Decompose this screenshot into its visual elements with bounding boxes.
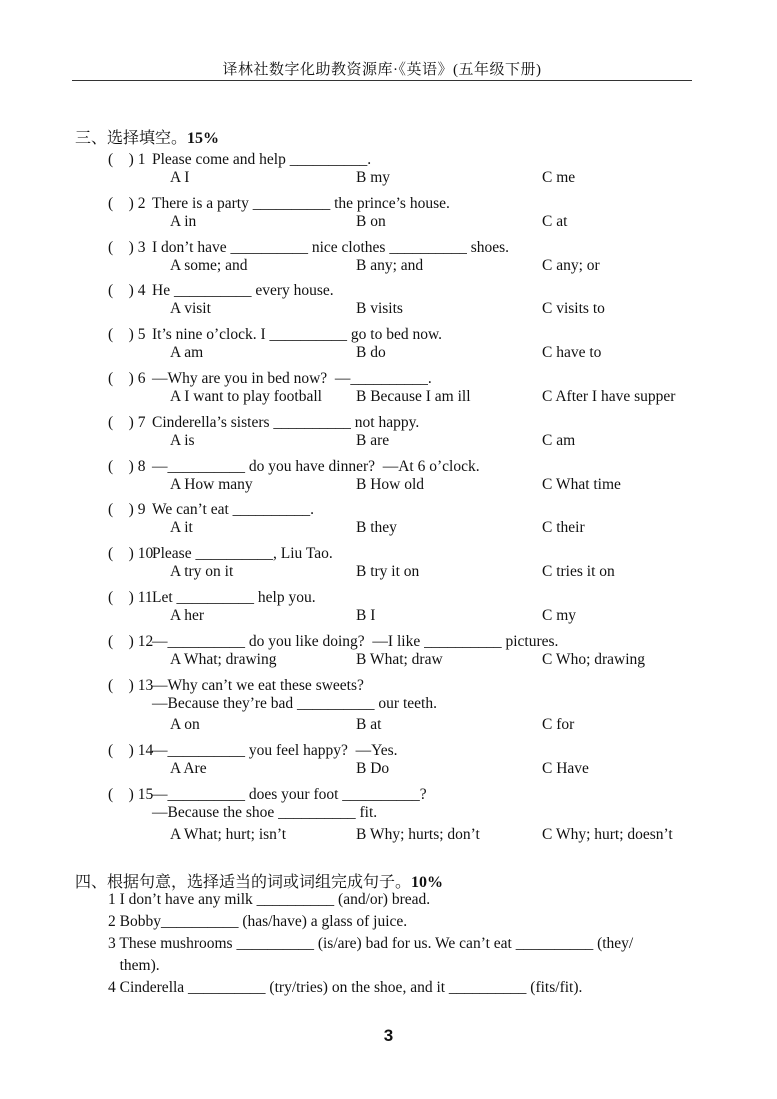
answer-option-a: A on	[170, 716, 200, 734]
question-stem	[108, 585, 316, 607]
answer-option-a: A am	[170, 344, 204, 362]
question-number: ( ) 2	[108, 194, 146, 212]
answer-option-c: C am	[542, 431, 576, 449]
section-3-score: 15%	[187, 130, 220, 147]
answer-option-b: B are	[356, 431, 390, 449]
answer-option-c: C their	[542, 519, 585, 537]
question-text: It’s nine o’clock. I __________ go to bed now.	[152, 326, 443, 344]
question-number: ( ) 11	[108, 589, 153, 606]
section-4-item: them).	[108, 957, 160, 974]
answer-option-b: B do	[356, 344, 386, 362]
question-text: —__________ do you have dinner? —At 6 o’clock.	[152, 457, 480, 475]
answer-option-b: B What; draw	[356, 650, 443, 668]
answer-option-c: C tries it on	[542, 563, 615, 581]
answer-option-c: C Why; hurt; doesn’t	[542, 825, 673, 843]
question-text: Let __________ help you.	[152, 589, 316, 606]
question-stem	[108, 629, 558, 651]
question-stem	[108, 497, 314, 519]
answer-option-a: A it	[170, 519, 193, 537]
question-stem	[108, 278, 334, 300]
answer-option-b: B any; and	[356, 256, 424, 274]
answer-option-b: B at	[356, 716, 382, 734]
answer-option-b: B Why; hurts; don’t	[356, 825, 480, 843]
section-4-item: 1 I don’t have any milk __________ (and/or) bread.	[108, 891, 431, 908]
question-text: There is a party __________ the prince’s house.	[152, 194, 450, 212]
section-4-score: 10%	[411, 874, 444, 891]
question-text: —Why are you in bed now? —__________.	[152, 370, 432, 387]
answer-option-c: C at	[542, 212, 568, 230]
answer-option-a: A What; drawing	[170, 650, 277, 668]
answer-option-c: C After I have supper	[542, 387, 676, 405]
question-text: I don’t have __________ nice clothes __________ shoes.	[152, 238, 510, 256]
section-4-item: 4 Cinderella __________ (try/tries) on the shoe, and it __________ (fits/fit).	[108, 979, 583, 996]
question-stem-continued	[108, 804, 377, 822]
section-4-item: 2 Bobby__________ (has/have) a glass of juice.	[108, 913, 408, 930]
question-number: ( ) 12	[108, 632, 154, 650]
answer-option-c: C for	[542, 716, 575, 734]
answer-option-b: B visits	[356, 300, 403, 318]
answer-option-b: B How old	[356, 475, 425, 493]
answer-option-b: B on	[356, 212, 386, 230]
section-4-title-text: 四、根据句意，选择适当的词或词组完成句子。	[75, 874, 412, 891]
question-stem	[108, 235, 509, 257]
answer-option-c: C Have	[542, 760, 589, 778]
question-stem	[108, 322, 442, 344]
question-text: Please __________, Liu Tao.	[152, 545, 333, 563]
answer-option-c: C me	[542, 168, 576, 186]
question-text: Cinderella’s sisters __________ not happy.	[152, 413, 420, 431]
page-number: 3	[383, 1026, 394, 1045]
section-4-title	[75, 869, 443, 892]
question-text: He __________ every house.	[152, 282, 334, 300]
question-text: —Because the shoe __________ fit.	[152, 804, 378, 821]
question-number: ( ) 1	[108, 151, 146, 168]
question-number: ( ) 13	[108, 676, 154, 694]
section-4-item: 3 These mushrooms __________ (is/are) bad for us. We can’t eat __________ (they/	[108, 935, 634, 952]
answer-option-a: A is	[170, 431, 195, 449]
question-stem	[108, 673, 364, 695]
answer-option-b: B Do	[356, 760, 390, 778]
question-text: —Why can’t we eat these sweets?	[152, 676, 364, 694]
section-3-title-text: 三、选择填空。	[75, 130, 188, 147]
answer-option-a: A her	[170, 606, 205, 624]
answer-option-a: A in	[170, 212, 197, 230]
question-number: ( ) 3	[108, 238, 146, 256]
answer-option-b: B I	[356, 606, 376, 624]
answer-option-c: C have to	[542, 344, 602, 362]
question-number: ( ) 6	[108, 370, 146, 387]
question-text: —Because they’re bad __________ our teeth.	[152, 694, 437, 712]
question-stem	[108, 738, 398, 760]
question-number: ( ) 5	[108, 326, 146, 344]
question-number: ( ) 15	[108, 786, 154, 804]
question-stem	[108, 147, 371, 169]
answer-option-c: C What time	[542, 475, 621, 493]
answer-option-c: C visits to	[542, 300, 605, 318]
answer-option-b: B Because I am ill	[356, 387, 471, 405]
header-divider	[72, 80, 692, 81]
answer-option-c: C Who; drawing	[542, 650, 646, 668]
question-text: —__________ you feel happy? —Yes.	[152, 742, 398, 760]
question-stem	[108, 782, 427, 804]
answer-option-a: A I	[170, 168, 190, 186]
question-stem	[108, 454, 480, 476]
page-header: 译林社数字化助教资源库·《英语》(五年级下册)	[222, 62, 542, 78]
question-number: ( ) 9	[108, 501, 146, 519]
question-stem	[108, 541, 333, 563]
answer-option-c: C my	[542, 606, 577, 624]
answer-option-a: A I want to play football	[170, 387, 322, 405]
question-number: ( ) 8	[108, 457, 146, 475]
question-stem-continued	[108, 695, 437, 713]
answer-option-a: A visit	[170, 300, 211, 318]
answer-option-a: A What; hurt; isn’t	[170, 825, 287, 843]
answer-option-b: B they	[356, 519, 397, 537]
question-text: We can’t eat __________.	[152, 501, 315, 519]
question-text: —__________ do you like doing? —I like __________ pictures.	[152, 632, 559, 650]
answer-option-a: A try on it	[170, 563, 234, 581]
answer-option-a: A Are	[170, 760, 207, 778]
answer-option-b: B my	[356, 168, 391, 186]
question-text: —__________ does your foot __________?	[152, 786, 427, 804]
question-number: ( ) 10	[108, 545, 154, 563]
section-3-title	[75, 125, 219, 148]
question-number: ( ) 14	[108, 742, 154, 760]
answer-option-a: A How many	[170, 475, 253, 493]
question-number: ( ) 7	[108, 413, 146, 431]
question-number: ( ) 4	[108, 282, 146, 300]
question-stem	[108, 366, 432, 388]
question-stem	[108, 191, 450, 213]
question-text: Please come and help __________.	[152, 151, 372, 168]
answer-option-c: C any; or	[542, 256, 600, 274]
answer-option-b: B try it on	[356, 563, 420, 581]
question-stem	[108, 410, 419, 432]
answer-option-a: A some; and	[170, 256, 248, 274]
